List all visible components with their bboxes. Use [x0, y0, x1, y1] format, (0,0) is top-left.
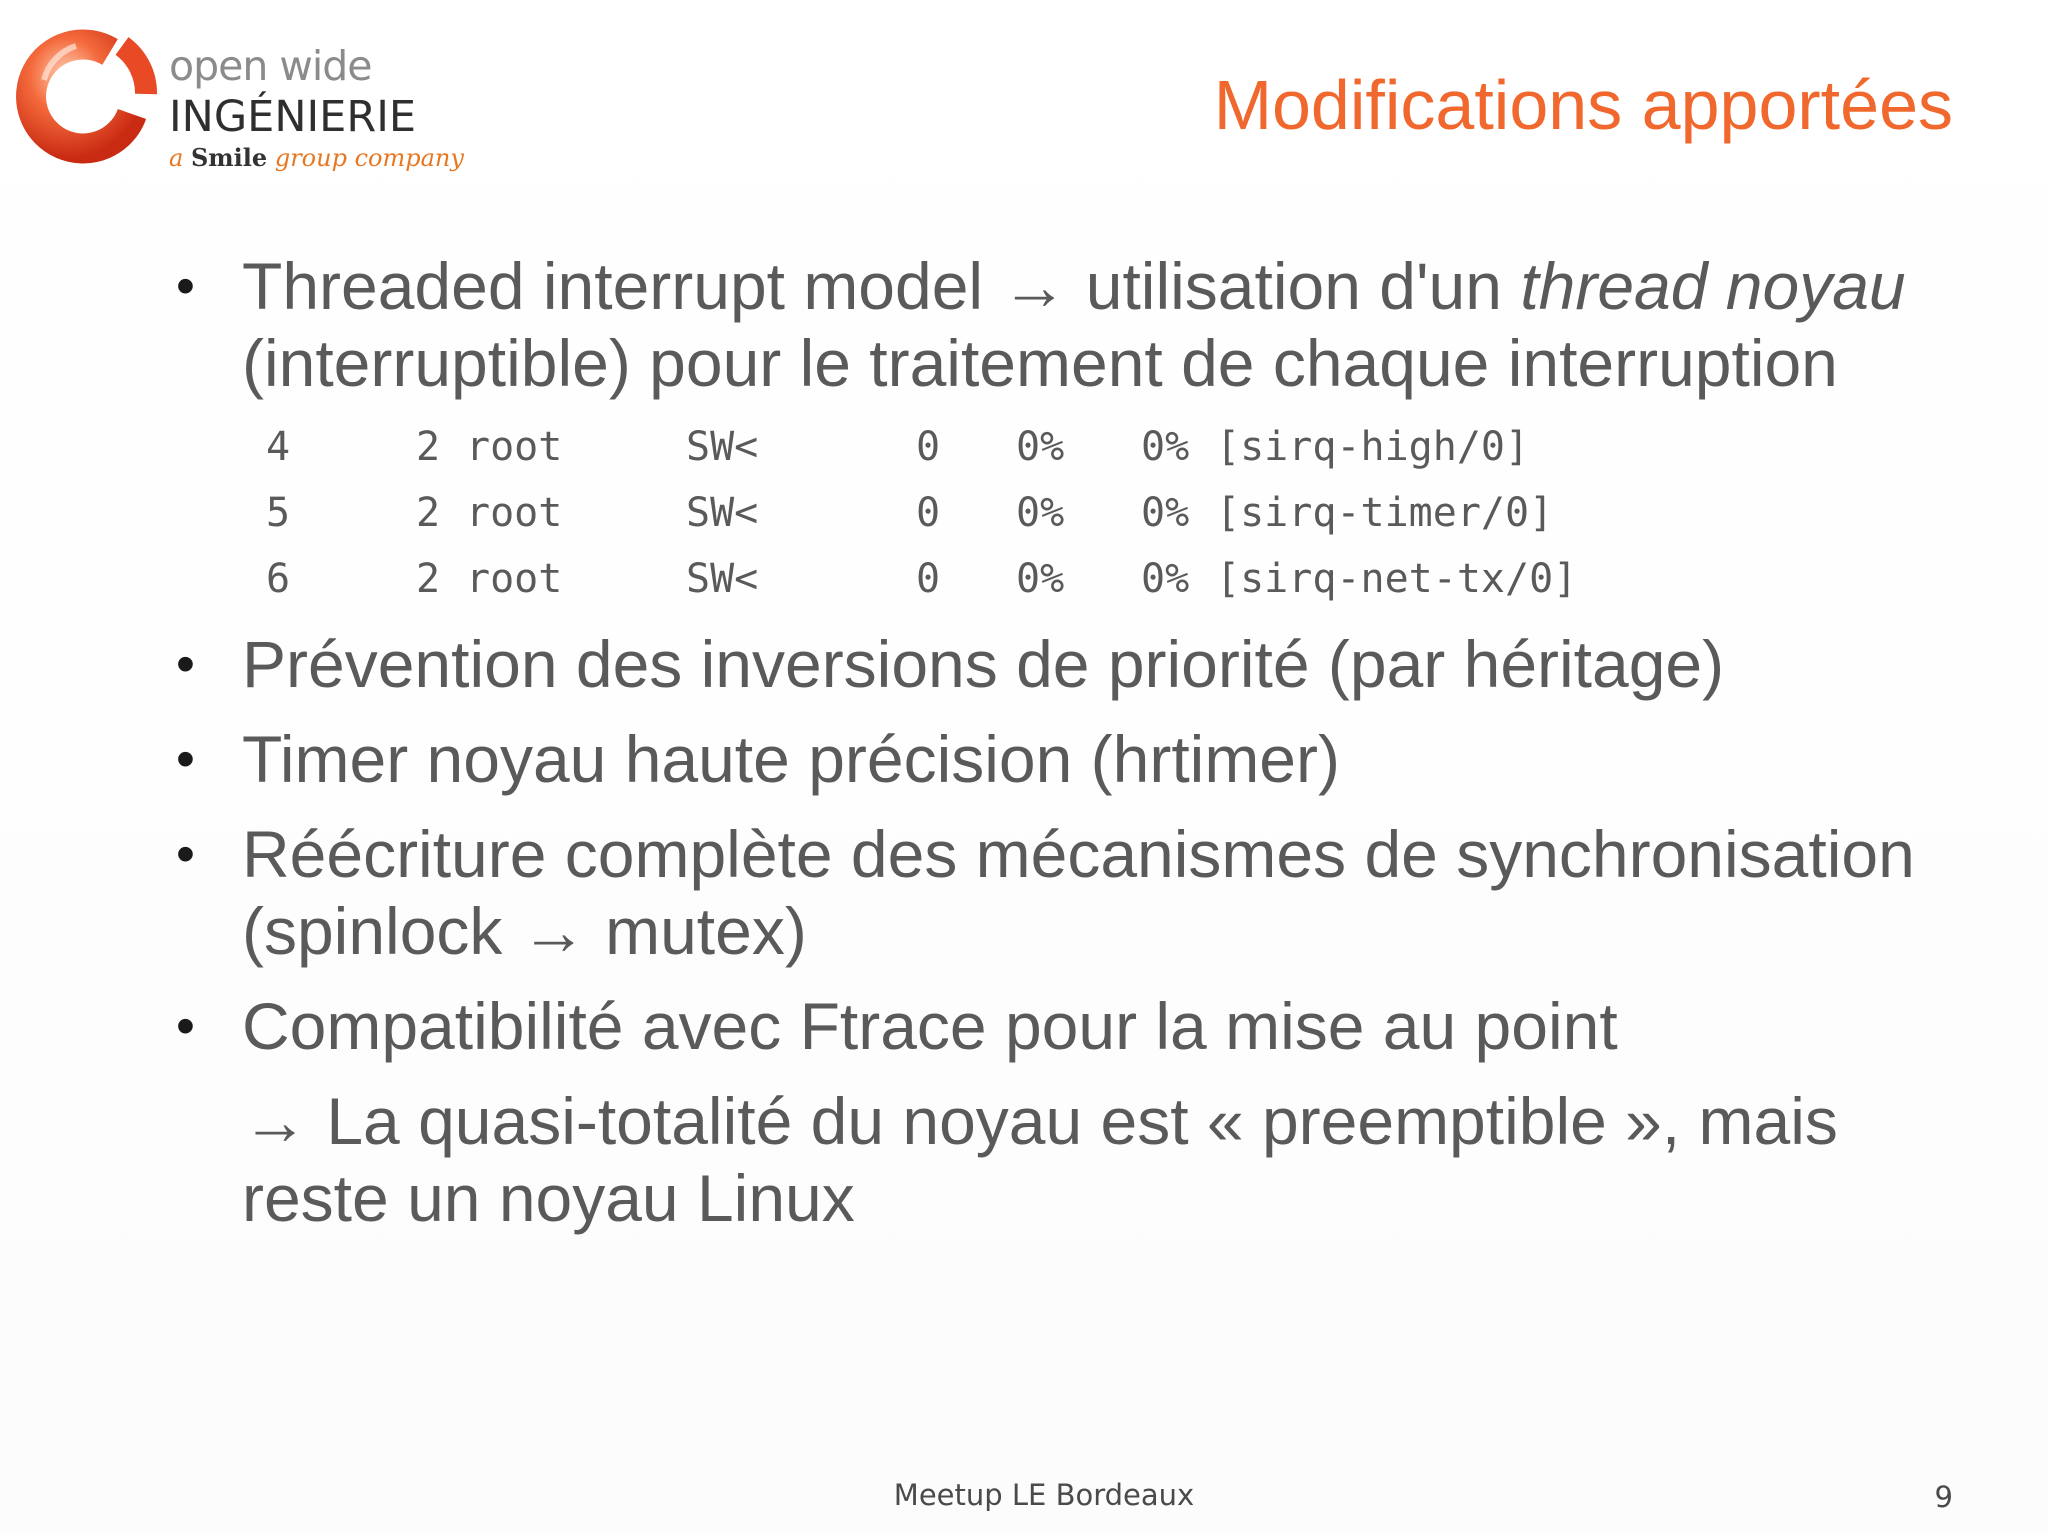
process-row: 6 2 root SW< 0 0% 0% [sirq-net-tx/0]	[266, 556, 1578, 602]
footer-title: Meetup LE Bordeaux	[893, 1478, 1195, 1512]
bullet-priority-inversion: • Prévention des inversions de priorité (par héritage)	[176, 627, 1725, 701]
bullet-synchronisation: • Réécriture complète des mécanismes de synchronisation (spinlock → mutex)	[176, 817, 1915, 968]
bullet-hrtimer: • Timer noyau haute précision (hrtimer)	[176, 722, 1340, 796]
process-table	[266, 414, 1932, 612]
bullet-dot-icon: •	[176, 824, 195, 884]
bullet-dot-icon: •	[176, 996, 195, 1056]
logo-text-ingenierie: INGÉNIERIE	[169, 92, 417, 142]
bullet-dot-icon: •	[176, 634, 195, 694]
process-row: 5 2 root SW< 0 0% 0% [sirq-timer/0]	[266, 490, 1554, 536]
slide-content	[172, 248, 1932, 1237]
page-number: 9	[1934, 1480, 1953, 1514]
slide-title: Modifications apportées	[1213, 66, 1953, 144]
logo-text-open-wide: open wide	[169, 42, 372, 90]
logo-tagline: a Smile group company	[169, 143, 464, 172]
process-row: 4 2 root SW< 0 0% 0% [sirq-high/0]	[266, 424, 1530, 470]
open-wide-logo-icon	[14, 22, 164, 172]
company-logo	[14, 22, 464, 182]
bullet-ftrace: • Compatibilité avec Ftrace pour la mise au point	[176, 989, 1618, 1063]
bullet-dot-icon: •	[176, 256, 195, 316]
conclusion-text: → La quasi-totalité du noyau est « preemptible », mais reste un noyau Linux	[242, 1084, 1838, 1235]
bullet-dot-icon: •	[176, 729, 195, 789]
bullet-threaded-interrupts: • Threaded interrupt model → utilisation d'un thread noyau (interruptible) pour le traitement de chaque interruption	[176, 249, 1906, 400]
